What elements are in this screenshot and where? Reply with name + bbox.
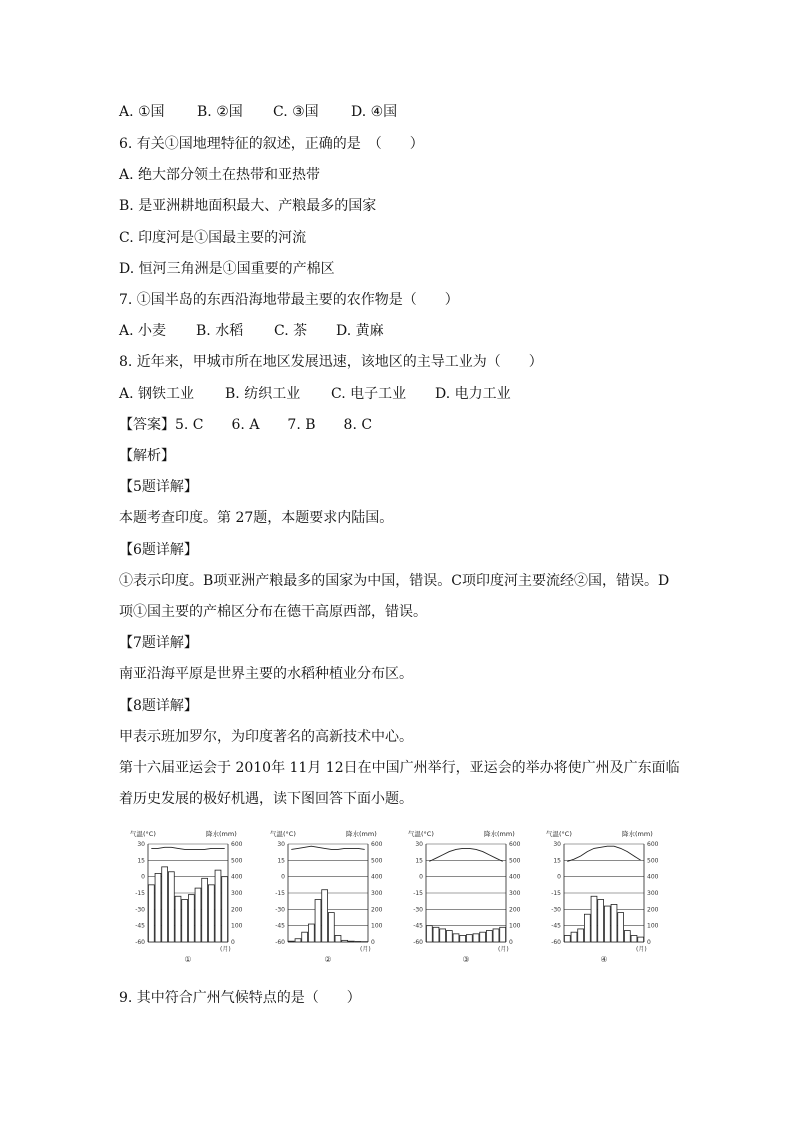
precip-tick-label: 300 [231,890,243,897]
precip-axis-label: 降水(mm) [346,830,377,838]
q5-options [119,102,397,122]
detail-6-text-2: 项①国主要的产棉区分布在德干高原西部，错误。 [119,604,427,620]
precip-tick-label: 500 [231,857,243,865]
precip-tick-label: 600 [647,841,659,848]
temp-tick-label: -60 [413,939,423,946]
precip-tick-label: 200 [647,906,659,914]
q5-option-c: C. ③国 [273,104,319,120]
precip-tick-label: 600 [231,841,243,848]
precip-bar [604,906,610,942]
precip-bar [584,914,590,942]
precip-bar [328,913,334,942]
temperature-line [151,847,224,849]
detail-8-title: 【8题详解】 [119,698,198,714]
precip-tick-label: 300 [509,890,521,897]
q7-stem: 7. ①国半岛的东西沿海地带最主要的农作物是（ ） [119,292,459,308]
climate-chart-4 [544,826,668,968]
month-unit-label: (月) [498,946,509,953]
precip-bar [322,890,328,942]
temp-tick-label: 30 [553,841,561,848]
precip-bar [148,885,154,942]
precip-tick-label: 100 [231,922,243,930]
detail-5-title: 【5题详解】 [119,479,198,495]
temp-tick-label: 15 [415,857,423,865]
precip-bar [208,885,214,942]
temp-tick-label: -30 [275,906,285,914]
precip-tick-label: 400 [647,873,659,881]
precip-bar [493,929,499,942]
precip-tick-label: 200 [371,906,383,914]
q8-option-d: D. 电力工业 [435,386,511,402]
temp-axis-label: 气温(°C) [546,830,572,838]
q9-stem: 9. 其中符合广州气候特点的是（ ） [119,990,361,1006]
precip-bar [348,941,354,942]
precip-tick-label: 400 [509,873,521,881]
chart-caption: ④ [600,955,608,964]
intro-line-1: 第十六届亚运会于 2010年 11月 12日在中国广州举行，亚运会的举办将使广州及广东面临 [119,760,680,776]
intro-line-2: 着历史发展的极好机遇，读下图回答下面小题。 [119,791,413,807]
precip-tick-label: 500 [509,857,521,865]
precip-bar [215,870,221,942]
climate-chart-3 [406,826,530,968]
precip-bar [202,878,208,942]
temp-tick-label: 30 [137,841,145,848]
climate-chart-1 [128,826,252,968]
precip-bar [611,904,617,942]
precip-bar [638,937,644,942]
q5-option-d: D. ④国 [351,104,398,120]
temperature-line [567,846,640,861]
precip-bar [155,873,161,942]
temp-tick-label: -15 [275,890,285,897]
q8-option-b: B. 纺织工业 [225,386,301,402]
precip-axis-label: 降水(mm) [484,830,515,838]
precip-bar [466,935,472,942]
temp-axis-label: 气温(°C) [408,830,434,838]
detail-6-title: 【6题详解】 [119,542,198,558]
climate-chart-2 [268,826,392,968]
detail-8-text: 甲表示班加罗尔，为印度著名的高新技术中心。 [119,729,413,745]
precip-tick-label: 0 [231,939,235,946]
precip-bar [500,927,506,942]
precip-tick-label: 500 [371,857,383,865]
temp-tick-label: -45 [413,922,423,930]
q6-option-c: C. 印度河是①国最主要的河流 [119,230,307,246]
temperature-line [291,846,364,849]
temp-tick-label: -15 [551,890,561,897]
precip-bar [168,872,174,942]
q7-option-c: C. 茶 [274,323,308,339]
precip-bar [624,931,630,942]
precip-bar [295,939,301,942]
q8-option-a: A. 钢铁工业 [119,386,195,402]
precip-bar [162,867,168,942]
temp-tick-label: 0 [557,873,561,881]
precip-bar [578,929,584,942]
temp-axis-label: 气温(°C) [130,830,156,838]
q5-option-b: B. ②国 [197,104,243,120]
temp-tick-label: -30 [135,906,145,914]
precip-bar [486,931,492,942]
precip-tick-label: 0 [509,939,513,946]
temp-tick-label: -45 [275,922,285,930]
temperature-line [429,848,502,861]
precip-tick-label: 400 [231,873,243,881]
temp-tick-label: -60 [551,939,561,946]
chart-caption: ① [184,955,192,964]
detail-7-text: 南亚沿海平原是世界主要的水稻种植业分布区。 [119,666,413,682]
temp-tick-label: 0 [141,873,145,881]
precip-bar [308,924,314,942]
detail-6-text-1: ①表示印度。B项亚洲产粮最多的国家为中国，错误。C项印度河主要流经②国，错误。D [119,573,670,589]
temp-tick-label: -60 [135,939,145,946]
precip-bar [175,896,181,942]
temp-tick-label: -30 [551,906,561,914]
precip-bar [182,900,188,942]
precip-bar [453,934,459,942]
temp-tick-label: 30 [277,841,285,848]
precip-tick-label: 0 [371,939,375,946]
q6-option-d: D. 恒河三角洲是①国重要的产棉区 [119,261,335,277]
temp-tick-label: -15 [135,890,145,897]
temp-tick-label: 30 [415,841,423,848]
q8-options [119,384,511,404]
month-unit-label: (月) [220,946,231,953]
precip-bar [188,895,194,942]
q5-option-a: A. ①国 [119,104,165,120]
temp-tick-label: 0 [281,873,285,881]
precip-bar [446,931,452,942]
precip-tick-label: 100 [371,922,383,930]
precip-bar [473,934,479,942]
precip-bar [631,935,637,942]
precip-tick-label: 100 [509,922,521,930]
precip-tick-label: 500 [647,857,659,865]
precip-bar [288,941,294,942]
precip-bar [480,932,486,942]
analysis-label: 【解析】 [119,448,175,464]
precip-tick-label: 600 [509,841,521,848]
month-unit-label: (月) [360,946,371,953]
temp-tick-label: 0 [419,873,423,881]
precip-tick-label: 300 [371,890,383,897]
precip-bar [222,877,228,942]
answer-line: 【答案】5. C 6. A 7. B 8. C [119,417,373,433]
temp-tick-label: 15 [277,857,285,865]
q6-stem: 6. 有关①国地理特征的叙述，正确的是 （ ） [119,136,424,152]
q6-option-b: B. 是亚洲耕地面积最大、产粮最多的国家 [119,198,377,214]
temp-tick-label: -45 [551,922,561,930]
chart-caption: ③ [462,955,470,964]
q7-options [119,321,384,341]
q7-option-b: B. 水稻 [196,323,244,339]
precip-bar [564,935,570,942]
precip-tick-label: 100 [647,922,659,930]
precip-tick-label: 300 [647,890,659,897]
precip-bar [433,927,439,942]
precip-tick-label: 200 [509,906,521,914]
temp-tick-label: -30 [413,906,423,914]
detail-7-title: 【7题详解】 [119,635,198,651]
precip-bar [302,932,308,942]
precip-axis-label: 降水(mm) [206,830,237,838]
precip-axis-label: 降水(mm) [622,830,653,838]
q8-stem: 8. 近年来，甲城市所在地区发展迅速，该地区的主导工业为（ ） [119,354,543,370]
precip-bar [440,929,446,942]
precip-tick-label: 400 [371,873,383,881]
temp-tick-label: -15 [413,890,423,897]
temp-tick-label: -60 [275,939,285,946]
precip-tick-label: 200 [231,906,243,914]
temp-tick-label: -45 [135,922,145,930]
climate-charts [128,826,668,968]
precip-bar [571,932,577,942]
precip-bar [598,900,604,942]
chart-caption: ② [324,955,332,964]
temp-axis-label: 气温(°C) [270,830,296,838]
q6-option-a: A. 绝大部分领土在热带和亚热带 [119,167,321,183]
detail-5-text: 本题考查印度。第 27题，本题要求内陆国。 [119,510,394,526]
precip-bar [342,940,348,942]
precip-bar [591,896,597,942]
temp-tick-label: 15 [553,857,561,865]
precip-tick-label: 600 [371,841,383,848]
precip-bar [195,888,201,942]
precip-bar [426,926,432,942]
precip-bar [618,913,624,942]
q8-option-c: C. 电子工业 [331,386,407,402]
month-unit-label: (月) [636,946,647,953]
q7-option-a: A. 小麦 [119,323,167,339]
temp-tick-label: 15 [137,857,145,865]
precip-bar [315,900,321,942]
q7-option-d: D. 黄麻 [336,323,384,339]
precip-tick-label: 0 [647,939,651,946]
precip-bar [460,935,466,942]
precip-bar [335,935,341,942]
